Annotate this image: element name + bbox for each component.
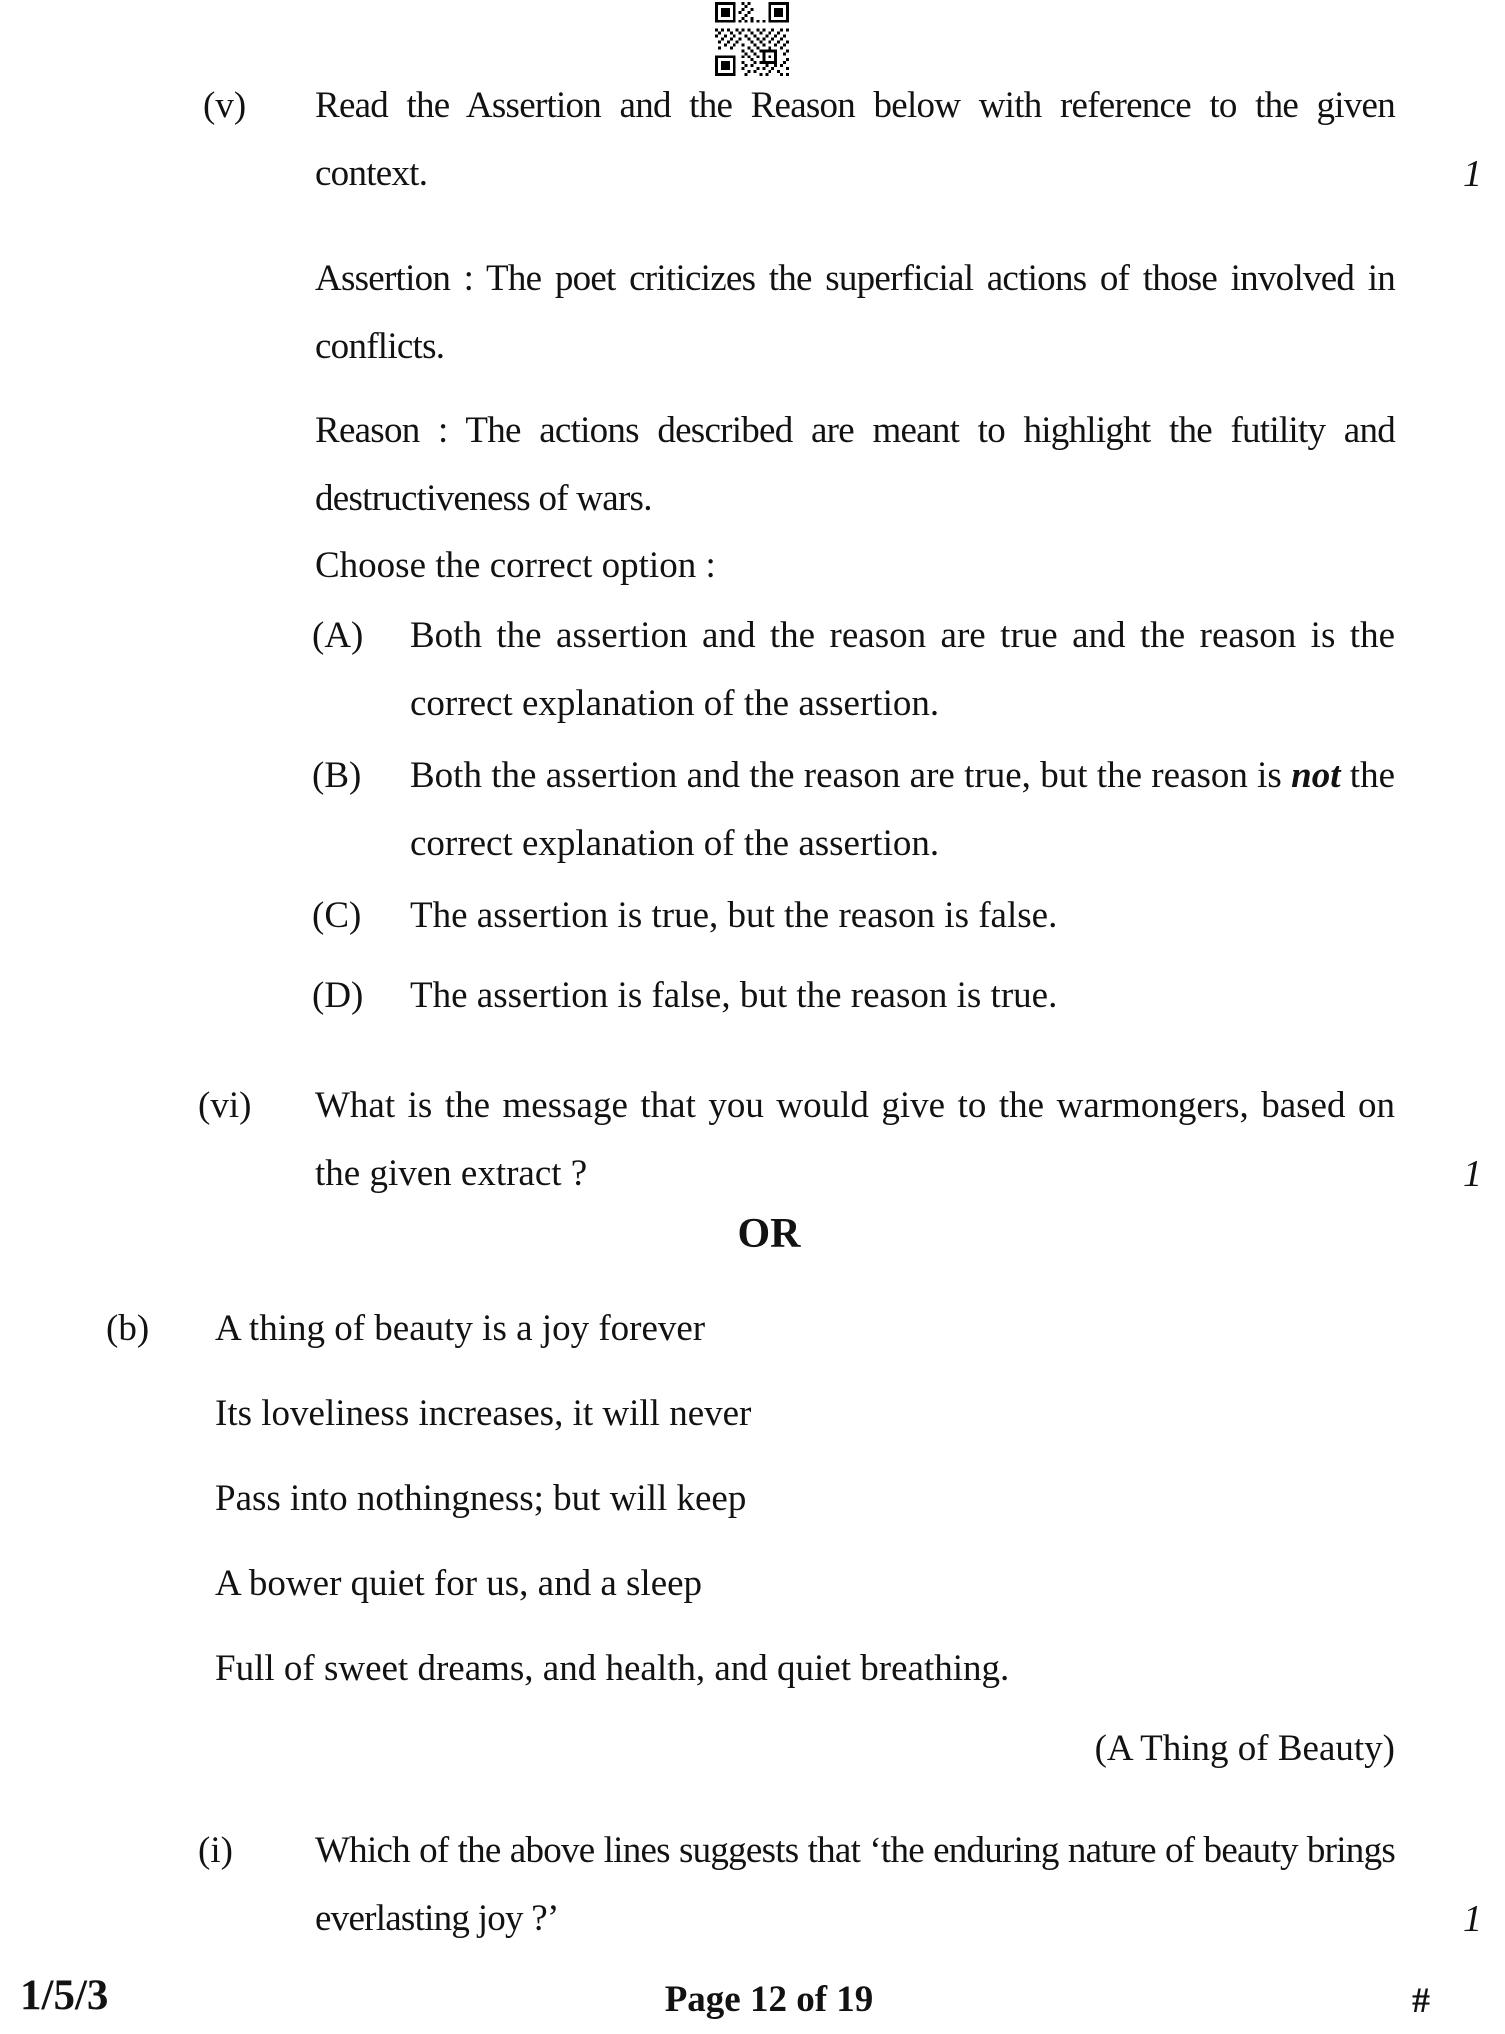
option-c-text: The assertion is true, but the reason is false.: [410, 895, 1058, 936]
question-vi-text: What is the message that you would give to the warmongers, based on the given extract ?: [315, 1085, 1395, 1194]
question-b-label: (b): [106, 1308, 150, 1349]
hash-mark: #: [1412, 1980, 1430, 2020]
assertion-paragraph: Assertion : The poet criticizes the superficial actions of those involved in conflicts.: [315, 258, 1395, 367]
option-c-label: (C): [312, 895, 362, 936]
emphasized-not: not: [1291, 755, 1341, 796]
question-i-text: Which of the above lines suggests that ‘the enduring nature of beauty brings everlasting joy ?’: [315, 1830, 1395, 1939]
option-b-label: (B): [312, 755, 362, 796]
question-i-label: (i): [198, 1830, 233, 1871]
choose-option-prompt: Choose the correct option :: [315, 545, 716, 586]
question-i-marks: 1: [1463, 1898, 1482, 1940]
qr-code-icon: [713, 2, 791, 76]
question-vi-label: (vi): [198, 1085, 252, 1126]
option-a-label: (A): [312, 615, 364, 656]
option-d-label: (D): [312, 975, 364, 1016]
page-number: Page 12 of 19: [664, 1979, 874, 2020]
question-v-label: (v): [203, 85, 247, 126]
reason-paragraph: Reason : The actions described are meant to highlight the futility and destructiveness of wars.: [315, 410, 1395, 519]
question-v-intro: Read the Assertion and the Reason below with reference to the given context.: [315, 85, 1395, 194]
or-divider: OR: [737, 1211, 801, 1257]
paper-code: 1/5/3: [20, 1972, 109, 2019]
poem-line: A thing of beauty is a joy forever: [215, 1308, 706, 1349]
option-d-text: The assertion is false, but the reason is true.: [410, 975, 1058, 1016]
poem-line: Pass into nothingness; but will keep: [215, 1478, 747, 1519]
option-b-text: Both the assertion and the reason are true, but the reason is not the correct explanation of the assertion.: [410, 755, 1396, 864]
question-v-marks: 1: [1463, 153, 1482, 195]
poem-extract: [215, 1286, 1009, 1711]
poem-line: Full of sweet dreams, and health, and quiet breathing.: [215, 1648, 1010, 1689]
poem-line: Its loveliness increases, it will never: [215, 1393, 752, 1434]
poem-line: A bower quiet for us, and a sleep: [215, 1563, 703, 1604]
option-a-text: Both the assertion and the reason are true and the reason is the correct explanation of the assertion.: [410, 615, 1395, 724]
poem-attribution: (A Thing of Beauty): [1094, 1728, 1395, 1769]
question-vi-marks: 1: [1463, 1153, 1482, 1195]
